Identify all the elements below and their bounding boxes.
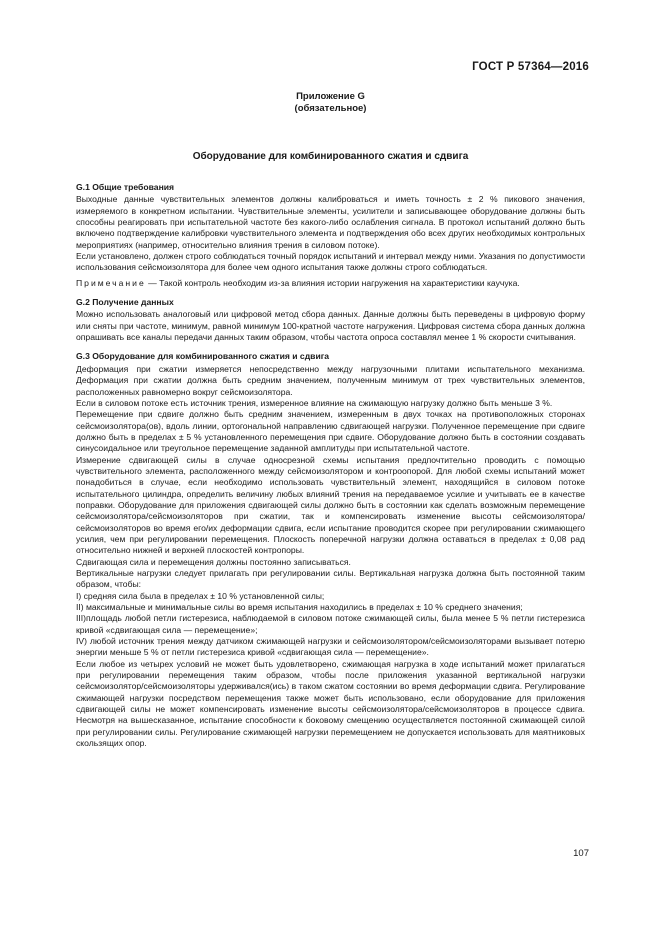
document-body [76, 182, 585, 750]
paragraph: Сдвигающая сила и перемещения должны постоянно записываться. [76, 556, 351, 567]
paragraph: Перемещение при сдвиге должно быть средним значением, измеренным в двух точках на противоположных сторонах сейсмоизолятора(ов), вдоль линии, ортогональной направлению сдвигающей нагрузки. Полученное перемещение при сдвиге должно быть в пределах ± 5 % установленного перемещения при сдвиге. Оборудование должно быть в состоянии создавать синусоидальное или треугольное перемещение заданной амплитуды при испытательной частоте. [76, 409, 585, 454]
document-code: ГОСТ Р 57364—2016 [472, 61, 589, 73]
note-text: — Такой контроль необходим из-за влияния истории нагружения на характеристики каучука. [148, 277, 520, 288]
section-g3-title: G.3 Оборудование для комбинированного сжатия и сдвига [76, 351, 330, 362]
appendix-heading [0, 91, 661, 115]
paragraph: Выходные данные чувствительных элементов должны калиброваться и иметь точность ± 2 % пикового значения, измеряемого в конкретном испытании. Чувствительные элементы, усилители и записывающее оборудование должны быть способны реагировать при испытательной частоте без какого-либо ослабления сигнала. В протокол испытаний должно быть включено подтверждение калибровки чувствительного элемента и подтверждения обо всех других необходимых контрольных мероприятиях (например, относительно влияния трения в силовом потоке). [76, 194, 585, 250]
note-prefix: Примечание [76, 277, 146, 288]
paragraph: Если любое из четырех условий не может быть удовлетворено, сжимающая нагрузка в ходе испытаний может прилагаться при регулировании перемещения таким образом, чтобы после приложения указанной вертикальной нагрузки сейсмоизолятор/сейсмоизоляторы удерживался(ись) в таком сжатом состоянии во время деформации сдвига. Регулирование сжимающей нагрузки посредством перемещения также может быть использовано, если оборудование для приложения сдвигающей силы не может компенсировать изменение высоты сейсмоизолятора/сейсмоизоляторов в процессе сдвига. Несмотря на вышесказанное, испытание способности к боковому смещению осуществляется постоянной сжимающей силой при регулировании силы. Регулирование сжимающей нагрузки перемещением не допускается использовать для маятниковых скользящих опор. [76, 658, 585, 749]
paragraph: Можно использовать аналоговый или цифровой метод сбора данных. Данные должны быть переведены в цифровую форму или сняты при частоте, минимум, равной минимум 100-кратной частоте нагружения. Цифровая система сбора данных должна опрашивать все каналы передачи данных таким образом, чтобы частота опроса составлял менее 1 % скорости считывания. [76, 309, 585, 343]
list-item: II) максимальные и минимальные силы во время испытания находились в пределах ± 10 % среднего значения; [76, 602, 523, 613]
note [76, 278, 585, 289]
page-number: 107 [573, 848, 589, 859]
appendix-title: Приложение G [296, 91, 365, 102]
paragraph: Если установлено, должен строго соблюдаться точный порядок испытаний и интервал между ними. Указания по допустимости использования сейсмоизолятора для более чем одного испытания также должны строго соблюдаться. [76, 251, 585, 273]
section-g1-title: G.1 Общие требования [76, 182, 175, 192]
paragraph: Вертикальные нагрузки следует прилагать при регулировании силы. Вертикальная нагрузка должна быть постоянной таким образом, чтобы: [76, 568, 585, 590]
paragraph: Если в силовом потоке есть источник трения, измеренное влияние на сжимающую нагрузку должно быть меньше 3 %. [76, 397, 553, 408]
paragraph: Деформация при сжатии измеряется непосредственно между нагрузочными плитами испытательного механизма. Деформация при сжатии должна быть средним значением, полученным минимум от трех чувствительных элементов, расположенных равномерно вокруг сейсмоизолятора. [76, 363, 585, 397]
document-title: Оборудование для комбинированного сжатия и сдвига [192, 151, 469, 162]
appendix-subtitle: (обязательное) [294, 103, 367, 114]
list-item: III)площадь любой петли гистерезиса, наблюдаемой в силовом потоке сжимающей силы, была менее 5 % петли гистерезиса кривой «сдвигающая сила — перемещение»; [76, 613, 585, 635]
list-item: IV) любой источник трения между датчиком сжимающей нагрузки и сейсмоизолятором/сейсмоизоляторами вызывает потерю энергии меньше 5 % от петли гистерезиса кривой «сдвигающая сила — перемещение». [76, 636, 585, 658]
section-g2-title: G.2 Получение данных [76, 297, 174, 308]
list-item: I) средняя сила была в пределах ± 10 % установленной силы; [76, 590, 325, 601]
paragraph: Измерение сдвигающей силы в случае односрезной схемы испытания предпочтительно проводить с помощью чувствительного элемента, расположенного между сейсмоизолятором и контроопорой. Для любой схемы испытаний может понадобиться в случае, если необходимо использовать чувствительный элемент, находящийся в силовом потоке испытательного цилиндра, определить величину любых влияний трения на передаваемое усилие и учитывать ее в качестве поправки. Оборудование для приложения сдвигающей силы должно быть в состоянии как сделать возможным перемещение сейсмоизолятора/сейсмоизоляторов при сжатии, так и компенсировать изменение высоты сейсмоизолятора/сейсмоизоляторов во время его/их деформации сдвига, если испытание проводится скорее при регулировании сжимающего усилия, чем при регулировании перемещения. Плоскость поперечной нагрузки должна оставаться в пределах ± 0,08 рад относительно нижней и верхней плоскостей контропоры. [76, 454, 585, 556]
